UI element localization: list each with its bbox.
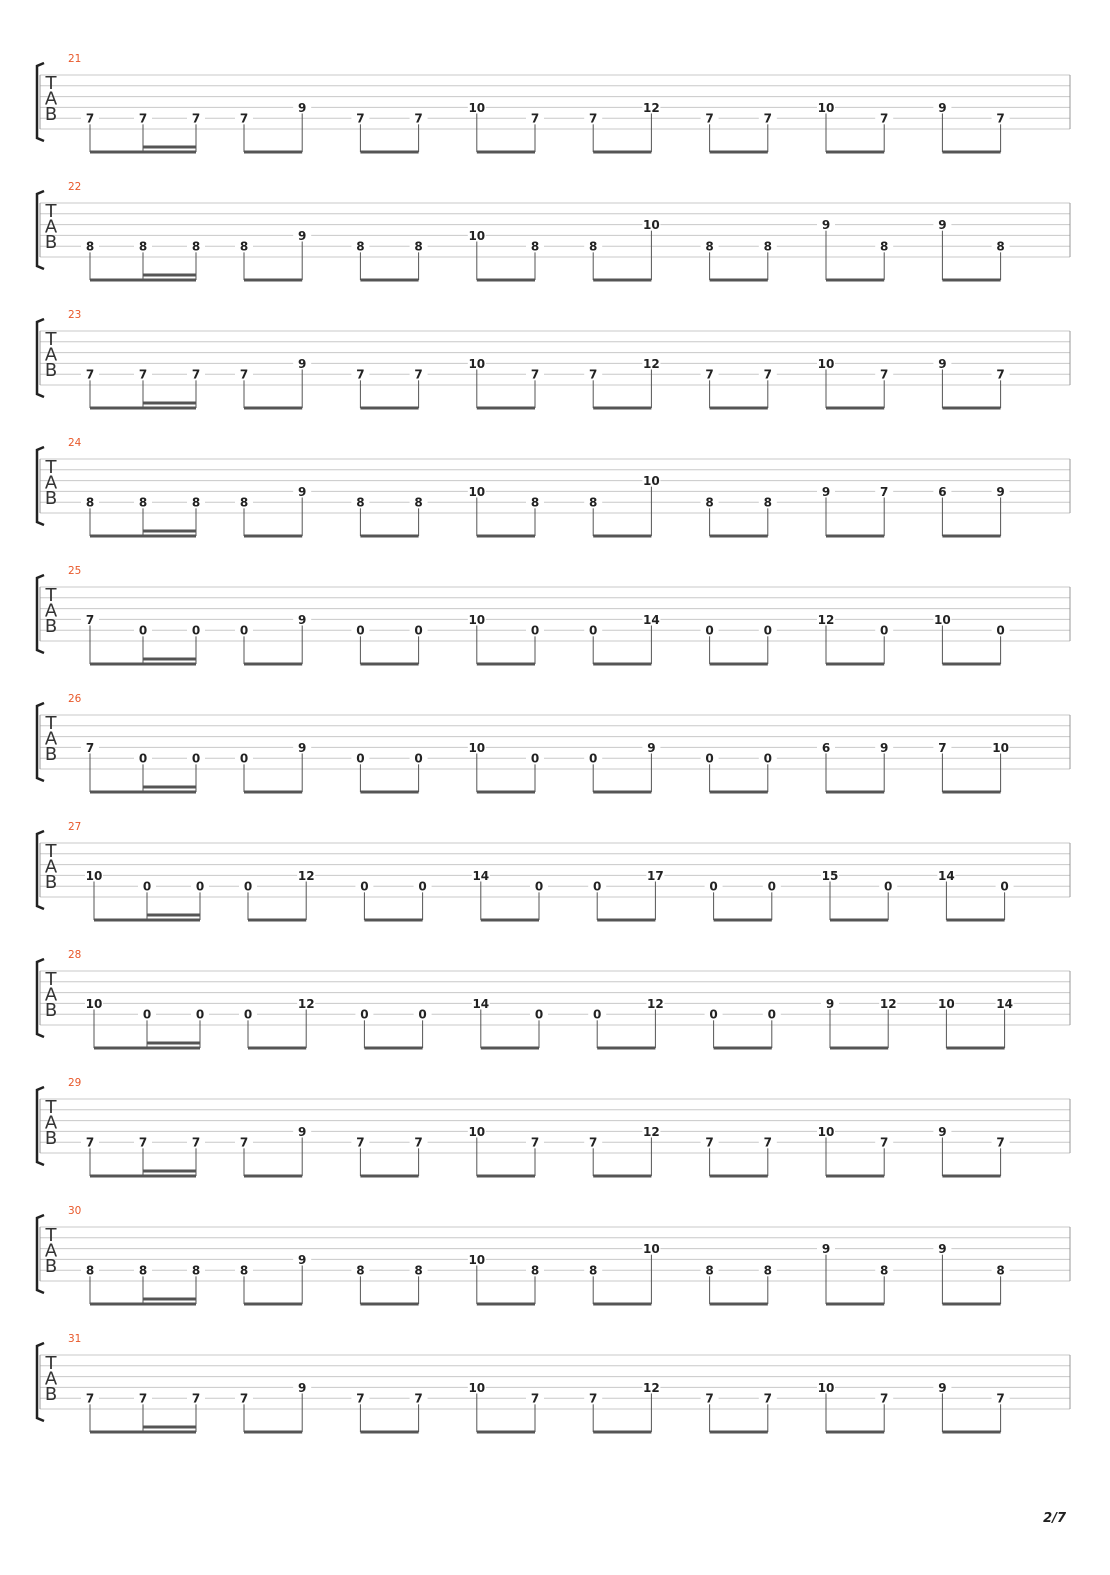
- fret-number: 17: [647, 868, 664, 883]
- tab-letter: B: [44, 360, 58, 381]
- fret-number: 0: [534, 1007, 544, 1022]
- fret-number: 0: [530, 751, 540, 766]
- fret-number: 0: [356, 751, 365, 766]
- tab-letter: B: [44, 104, 58, 125]
- fret-number: 8: [530, 1263, 540, 1278]
- measure-number: 28: [68, 949, 82, 961]
- measure-number: 29: [68, 1077, 82, 1089]
- fret-number: 0: [705, 623, 714, 638]
- fret-number: 10: [85, 996, 103, 1011]
- tab-letter: T: [45, 841, 57, 862]
- fret-number: 0: [239, 751, 249, 766]
- fret-number: 7: [996, 111, 1005, 126]
- fret-number: 10: [643, 1242, 660, 1257]
- tab-letter: T: [45, 457, 57, 478]
- system: [37, 1077, 1070, 1176]
- fret-number: 8: [996, 1263, 1005, 1278]
- fret-number: 7: [880, 367, 889, 382]
- fret-number: 10: [817, 356, 835, 371]
- fret-number: 7: [530, 1391, 540, 1406]
- fret-number: 0: [418, 1007, 427, 1022]
- fret-number: 9: [298, 1252, 307, 1267]
- system: [37, 565, 1070, 664]
- fret-number: 12: [643, 1380, 660, 1395]
- fret-number: 10: [468, 1252, 486, 1267]
- fret-number: 12: [297, 868, 315, 883]
- fret-number: 9: [821, 218, 831, 233]
- fret-number: 10: [643, 218, 660, 233]
- fret-number: 7: [85, 612, 95, 627]
- fret-number: 7: [705, 111, 714, 126]
- tab-letter: T: [45, 1097, 57, 1118]
- fret-number: 7: [763, 1391, 772, 1406]
- fret-number: 7: [191, 1135, 201, 1150]
- fret-number: 9: [938, 1380, 947, 1395]
- fret-number: 7: [239, 1391, 249, 1406]
- fret-number: 7: [705, 367, 714, 382]
- fret-number: 0: [763, 751, 772, 766]
- fret-number: 7: [763, 111, 772, 126]
- fret-number: 8: [589, 1263, 598, 1278]
- fret-number: 7: [356, 1135, 365, 1150]
- fret-number: 8: [414, 239, 423, 254]
- fret-number: 9: [938, 1242, 947, 1257]
- fret-number: 8: [414, 1263, 423, 1278]
- system: [37, 53, 1070, 152]
- fret-number: 8: [356, 1263, 365, 1278]
- fret-number: 10: [817, 1380, 835, 1395]
- fret-number: 7: [414, 1391, 423, 1406]
- fret-number: 7: [414, 367, 423, 382]
- fret-number: 7: [996, 367, 1005, 382]
- fret-number: 0: [534, 879, 544, 894]
- fret-number: 10: [992, 740, 1009, 755]
- fret-number: 0: [593, 1007, 602, 1022]
- fret-number: 10: [468, 100, 486, 115]
- fret-number: 7: [938, 740, 947, 755]
- fret-number: 9: [996, 484, 1005, 499]
- fret-number: 0: [195, 1007, 205, 1022]
- fret-number: 7: [356, 367, 365, 382]
- fret-number: 7: [85, 1391, 95, 1406]
- fret-number: 8: [85, 1263, 95, 1278]
- measure-number: 31: [68, 1333, 82, 1345]
- fret-number: 10: [938, 996, 955, 1011]
- fret-number: 9: [298, 100, 307, 115]
- fret-number: 7: [191, 367, 201, 382]
- tab-letter: A: [44, 856, 58, 878]
- tab-letter: T: [45, 1353, 57, 1374]
- tab-letter: B: [44, 1256, 58, 1277]
- fret-number: 9: [821, 484, 831, 499]
- fret-number: 8: [356, 239, 365, 254]
- fret-number: 7: [85, 1135, 95, 1150]
- fret-number: 8: [239, 495, 249, 510]
- fret-number: 7: [85, 111, 95, 126]
- fret-number: 10: [85, 868, 103, 883]
- fret-number: 8: [996, 239, 1005, 254]
- tab-letter: A: [44, 1368, 58, 1390]
- fret-number: 8: [880, 239, 889, 254]
- fret-number: 9: [821, 1242, 831, 1257]
- fret-number: 9: [938, 100, 947, 115]
- page-number: 2/7: [1043, 1511, 1066, 1526]
- fret-number: 9: [298, 740, 307, 755]
- fret-number: 0: [589, 751, 598, 766]
- fret-number: 12: [643, 356, 660, 371]
- fret-number: 0: [360, 1007, 369, 1022]
- measure-number: 23: [68, 309, 82, 321]
- fret-number: 10: [468, 612, 486, 627]
- fret-number: 12: [817, 612, 835, 627]
- fret-number: 8: [589, 495, 598, 510]
- fret-number: 0: [356, 623, 365, 638]
- fret-number: 7: [138, 1391, 148, 1406]
- fret-number: 14: [996, 996, 1013, 1011]
- fret-number: 10: [468, 1124, 486, 1139]
- fret-number: 12: [879, 996, 897, 1011]
- fret-number: 9: [938, 1124, 947, 1139]
- tab-letter: A: [44, 344, 58, 366]
- system: [37, 309, 1070, 408]
- fret-number: 8: [191, 495, 201, 510]
- measure-number: 30: [68, 1205, 82, 1217]
- fret-number: 9: [298, 612, 307, 627]
- fret-number: 9: [825, 996, 835, 1011]
- fret-number: 0: [530, 623, 540, 638]
- fret-number: 7: [763, 367, 772, 382]
- fret-number: 8: [763, 239, 772, 254]
- tab-letter: B: [44, 872, 58, 893]
- fret-number: 0: [1000, 879, 1009, 894]
- system: [37, 181, 1070, 280]
- fret-number: 7: [880, 484, 889, 499]
- fret-number: 0: [414, 623, 423, 638]
- fret-number: 7: [414, 111, 423, 126]
- tab-letter: B: [44, 616, 58, 637]
- fret-number: 12: [643, 100, 660, 115]
- fret-number: 7: [239, 111, 249, 126]
- fret-number: 6: [938, 484, 947, 499]
- system: [37, 437, 1070, 536]
- fret-number: 7: [763, 1135, 772, 1150]
- measure-number: 21: [68, 53, 82, 65]
- fret-number: 10: [643, 474, 660, 489]
- fret-number: 7: [589, 111, 598, 126]
- fret-number: 0: [142, 1007, 152, 1022]
- fret-number: 9: [298, 356, 307, 371]
- tab-letter: A: [44, 600, 58, 622]
- fret-number: 14: [938, 868, 955, 883]
- fret-number: 7: [589, 1391, 598, 1406]
- fret-number: 7: [239, 367, 249, 382]
- fret-number: 8: [239, 239, 249, 254]
- tab-letter: B: [44, 232, 58, 253]
- fret-number: 0: [767, 1007, 776, 1022]
- tab-letter: A: [44, 728, 58, 750]
- fret-number: 9: [298, 484, 307, 499]
- fret-number: 0: [191, 751, 201, 766]
- fret-number: 0: [418, 879, 427, 894]
- fret-number: 8: [138, 239, 148, 254]
- system: [37, 821, 1070, 920]
- fret-number: 0: [414, 751, 423, 766]
- fret-number: 0: [243, 1007, 253, 1022]
- fret-number: 7: [996, 1135, 1005, 1150]
- tab-letter: T: [45, 1225, 57, 1246]
- tab-letter: T: [45, 713, 57, 734]
- fret-number: 7: [356, 1391, 365, 1406]
- fret-number: 7: [191, 1391, 201, 1406]
- fret-number: 12: [297, 996, 315, 1011]
- fret-number: 7: [705, 1391, 714, 1406]
- fret-number: 0: [705, 751, 714, 766]
- fret-number: 7: [880, 1391, 889, 1406]
- fret-number: 0: [138, 751, 148, 766]
- fret-number: 8: [138, 495, 148, 510]
- tab-letter: A: [44, 472, 58, 494]
- tab-letter: A: [44, 216, 58, 238]
- tab-letter: T: [45, 585, 57, 606]
- fret-number: 7: [530, 1135, 540, 1150]
- tab-letter: T: [45, 329, 57, 350]
- fret-number: 0: [589, 623, 598, 638]
- fret-number: 8: [138, 1263, 148, 1278]
- fret-number: 12: [647, 996, 664, 1011]
- tab-letter: T: [45, 201, 57, 222]
- fret-number: 0: [709, 879, 718, 894]
- fret-number: 0: [996, 623, 1005, 638]
- tab-letter: A: [44, 88, 58, 110]
- fret-number: 10: [468, 356, 486, 371]
- fret-number: 10: [468, 484, 486, 499]
- fret-number: 0: [138, 623, 148, 638]
- tab-letter: T: [45, 969, 57, 990]
- fret-number: 8: [705, 239, 714, 254]
- fret-number: 8: [705, 495, 714, 510]
- fret-number: 7: [85, 367, 95, 382]
- tab-letter: B: [44, 488, 58, 509]
- fret-number: 7: [589, 1135, 598, 1150]
- fret-number: 8: [530, 239, 540, 254]
- fret-number: 8: [880, 1263, 889, 1278]
- fret-number: 0: [880, 623, 889, 638]
- fret-number: 7: [530, 111, 540, 126]
- fret-number: 8: [530, 495, 540, 510]
- fret-number: 8: [191, 239, 201, 254]
- fret-number: 9: [938, 356, 947, 371]
- fret-number: 7: [191, 111, 201, 126]
- fret-number: 8: [589, 239, 598, 254]
- fret-number: 0: [360, 879, 369, 894]
- fret-number: 10: [817, 100, 835, 115]
- fret-number: 10: [468, 1380, 486, 1395]
- fret-number: 7: [239, 1135, 249, 1150]
- fret-number: 9: [298, 1380, 307, 1395]
- fret-number: 0: [884, 879, 893, 894]
- fret-number: 8: [763, 495, 772, 510]
- fret-number: 0: [763, 623, 772, 638]
- fret-number: 8: [705, 1263, 714, 1278]
- tab-letter: T: [45, 73, 57, 94]
- fret-number: 7: [138, 1135, 148, 1150]
- fret-number: 0: [191, 623, 201, 638]
- fret-number: 10: [468, 228, 486, 243]
- tab-letter: A: [44, 984, 58, 1006]
- system: [37, 1205, 1070, 1304]
- fret-number: 8: [85, 495, 95, 510]
- fret-number: 7: [138, 111, 148, 126]
- fret-number: 15: [821, 868, 839, 883]
- fret-number: 8: [191, 1263, 201, 1278]
- fret-number: 0: [593, 879, 602, 894]
- fret-number: 0: [767, 879, 776, 894]
- fret-number: 12: [643, 1124, 660, 1139]
- fret-number: 7: [880, 1135, 889, 1150]
- measure-number: 24: [68, 437, 82, 449]
- fret-number: 7: [414, 1135, 423, 1150]
- system: [37, 1333, 1070, 1432]
- fret-number: 9: [647, 740, 656, 755]
- tab-letter: A: [44, 1240, 58, 1262]
- fret-number: 0: [709, 1007, 718, 1022]
- fret-number: 8: [763, 1263, 772, 1278]
- fret-number: 7: [85, 740, 95, 755]
- fret-number: 0: [142, 879, 152, 894]
- fret-number: 8: [239, 1263, 249, 1278]
- fret-number: 7: [138, 367, 148, 382]
- fret-number: 14: [643, 612, 660, 627]
- fret-number: 7: [530, 367, 540, 382]
- measure-number: 22: [68, 181, 82, 193]
- fret-number: 8: [85, 239, 95, 254]
- fret-number: 14: [472, 996, 490, 1011]
- fret-number: 9: [298, 1124, 307, 1139]
- measure-number: 26: [68, 693, 82, 705]
- fret-number: 0: [195, 879, 205, 894]
- fret-number: 7: [705, 1135, 714, 1150]
- fret-number: 7: [996, 1391, 1005, 1406]
- tab-letter: B: [44, 744, 58, 765]
- fret-number: 0: [239, 623, 249, 638]
- fret-number: 7: [880, 111, 889, 126]
- system: [37, 693, 1070, 792]
- fret-number: 10: [934, 612, 951, 627]
- tab-letter: B: [44, 1128, 58, 1149]
- fret-number: 7: [356, 111, 365, 126]
- fret-number: 7: [589, 367, 598, 382]
- fret-number: 10: [468, 740, 486, 755]
- tab-letter: B: [44, 1384, 58, 1405]
- fret-number: 8: [356, 495, 365, 510]
- measure-number: 25: [68, 565, 82, 577]
- fret-number: 8: [414, 495, 423, 510]
- tab-letter: A: [44, 1112, 58, 1134]
- system: [37, 949, 1070, 1048]
- fret-number: 9: [880, 740, 889, 755]
- fret-number: 9: [938, 218, 947, 233]
- measure-number: 27: [68, 821, 82, 833]
- tab-letter: B: [44, 1000, 58, 1021]
- fret-number: 14: [472, 868, 490, 883]
- fret-number: 0: [243, 879, 253, 894]
- fret-number: 10: [817, 1124, 835, 1139]
- fret-number: 9: [298, 228, 307, 243]
- fret-number: 6: [821, 740, 831, 755]
